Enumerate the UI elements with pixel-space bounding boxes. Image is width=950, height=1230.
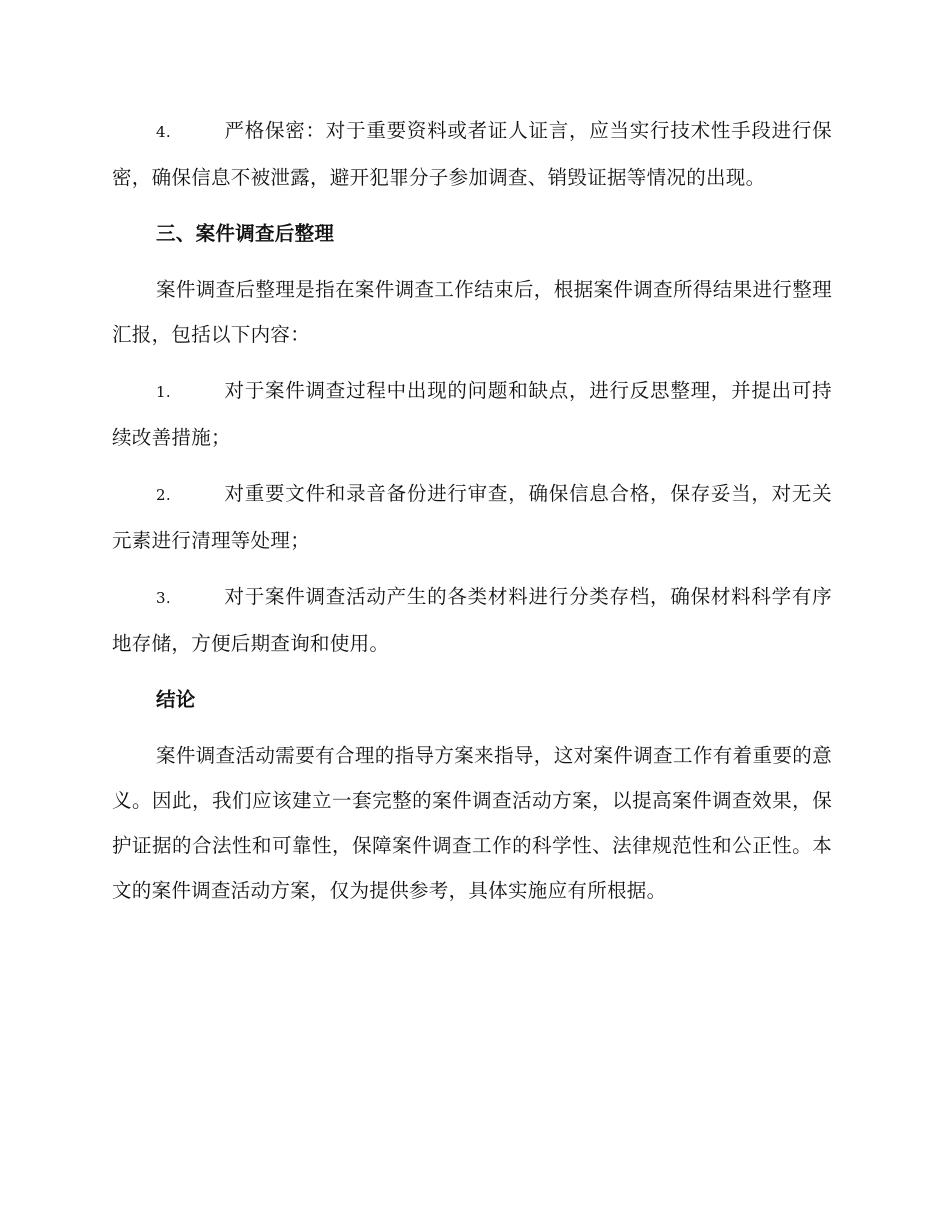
conclusion-heading: 结论 (156, 688, 196, 711)
list-item-text: 严格保密：对于重要资料或者证人证言，应当实行技术性手段进行保密，确保信息不被泄露，避开犯罪分子参加调查、销毁证据等情况的出现。 (112, 119, 832, 189)
list-item-text: 对于案件调查过程中出现的问题和缺点，进行反思整理，并提出可持续改善措施； (112, 379, 832, 449)
list-number: 3. (156, 589, 171, 607)
list-item (112, 108, 832, 200)
section-heading: 三、案件调查后整理 (156, 222, 335, 245)
list-number: 4. (156, 123, 171, 141)
list-item-text: 对重要文件和录音备份进行审查，确保信息合格，保存妥当，对无关元素进行清理等处理； (112, 482, 832, 552)
list-item (112, 574, 832, 666)
list-item (112, 471, 832, 563)
list-number: 1. (156, 383, 171, 401)
list-item (112, 368, 832, 460)
document-page (112, 108, 832, 924)
section-intro-paragraph: 案件调查后整理是指在案件调查工作结束后，根据案件调查所得结果进行整理汇报，包括以下内容： (112, 278, 832, 346)
list-number: 2. (156, 486, 171, 504)
list-item-text: 对于案件调查活动产生的各类材料进行分类存档，确保材料科学有序地存储，方便后期查询和使用。 (112, 585, 832, 655)
conclusion-paragraph: 案件调查活动需要有合理的指导方案来指导，这对案件调查工作有着重要的意义。因此，我们应该建立一套完整的案件调查活动方案，以提高案件调查效果，保护证据的合法性和可靠性，保障案件调查工作的科学性、法律规范性和公正性。本文的案件调查活动方案，仅为提供参考，具体实施应有所根据。 (112, 744, 832, 902)
